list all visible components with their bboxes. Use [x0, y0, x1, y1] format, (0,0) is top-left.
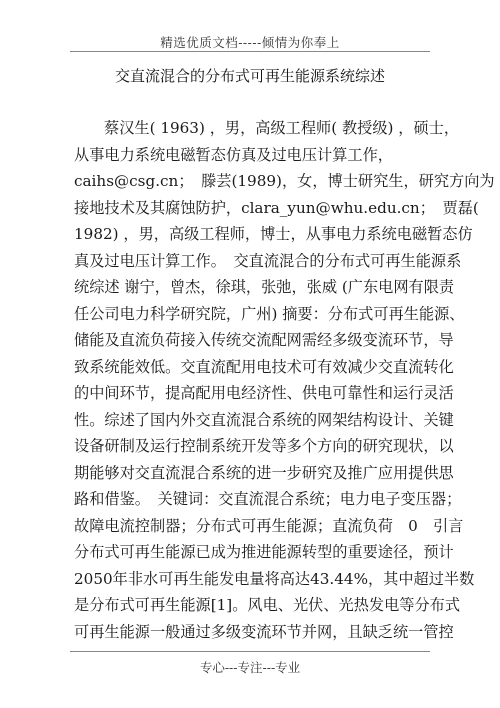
body-line: 是分布式可再生能源[1]。风电、光伏、光热发电等分布式	[74, 596, 461, 614]
body-line: 真及过电压计算工作。 交直流混合的分布式可再生能源系	[74, 251, 462, 270]
body-line: 1982) ，男，高级工程师，博士，从事电力系统电磁暂态仿	[74, 225, 473, 243]
header-divider	[70, 51, 430, 52]
body-line: 故障电流控制器；分布式可再生能源；直流负荷 0 引言	[74, 516, 464, 535]
body-line: 2050年非水可再生能发电量将高达43.44%，其中超过半数	[74, 569, 475, 588]
body-line: 可再生能源一般通过多级变流环节并网，且缺乏统一管控	[74, 622, 454, 641]
body-line: 性。综述了国内外交直流混合系统的网架结构设计、关键	[74, 410, 454, 429]
body-line: 统综述 谢宁，曾杰，徐琪，张弛，张威 (广东电网有限责	[74, 278, 455, 296]
page-footer: 专心---专注---专业	[199, 660, 301, 675]
footer-divider	[70, 651, 430, 652]
body-line: 的中间环节，提高配用电经济性、供电可靠性和运行灵活	[74, 384, 454, 402]
body-line: 任公司电力科学研究院，广州) 摘要：分布式可再生能源、	[74, 304, 465, 323]
page-header: 精选优质文档-----倾情为你奉上	[160, 35, 340, 50]
body-line: 致系统能效低。交直流配用电技术可有效减少交直流转化	[74, 357, 454, 376]
body-line: 从事电力系统电磁暂态仿真及过电压计算工作，	[74, 145, 393, 164]
document-title: 交直流混合的分布式可再生能源系统综述	[114, 67, 385, 85]
body-text	[74, 115, 495, 645]
body-line: 储能及直流负荷接入传统交流配网需经多级变流环节，导	[74, 331, 454, 349]
body-line: 分布式可再生能源已成为推进能源转型的重要途径，预计	[74, 543, 454, 561]
body-line: 期能够对交直流混合系统的进一步研究及推广应用提供思	[74, 463, 454, 482]
body-line: caihs@csg.cn； 滕芸(1989)，女，博士研究生，研究方向为	[74, 172, 495, 190]
body-line: 接地技术及其腐蚀防护，clara_yun@whu.edu.cn； 贾磊(	[74, 198, 479, 217]
body-line: 设备研制及运行控制系统开发等多个方向的研究现状，以	[74, 437, 454, 455]
body-line: 路和借鉴。 关键词：交直流混合系统；电力电子变压器；	[74, 490, 462, 508]
body-line: 蔡汉生( 1963) ，男，高级工程师( 教授级) ，硕士，	[104, 119, 460, 137]
